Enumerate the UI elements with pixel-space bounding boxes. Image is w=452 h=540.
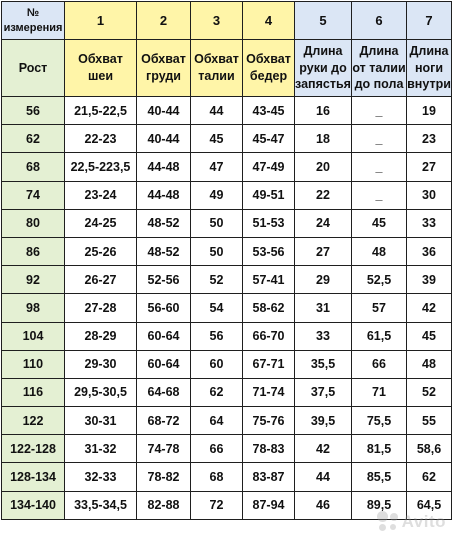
cell-hips: 75-76: [243, 407, 295, 435]
row-height: 128-134: [2, 463, 65, 491]
table-row: [2, 97, 452, 125]
cell-hips: 45-47: [243, 125, 295, 153]
cell-inseam: 19: [407, 97, 452, 125]
cell-chest: 40-44: [137, 97, 191, 125]
cell-arm-length: 44: [295, 463, 352, 491]
table-row: [2, 266, 452, 294]
cell-waist-to-floor: 48: [352, 237, 407, 265]
measure-number-5: 5: [295, 2, 352, 40]
cell-waist: 47: [191, 153, 243, 181]
cell-arm-length: 24: [295, 209, 352, 237]
row-height: 122: [2, 407, 65, 435]
table-row: [2, 181, 452, 209]
cell-neck: 22,5-223,5: [65, 153, 137, 181]
cell-waist: 56: [191, 322, 243, 350]
table-row: [2, 153, 452, 181]
cell-chest: 48-52: [137, 237, 191, 265]
measure-name-neck: Обхват шеи: [65, 40, 137, 97]
row-height: 110: [2, 350, 65, 378]
cell-neck: 24-25: [65, 209, 137, 237]
cell-waist-to-floor: 85,5: [352, 463, 407, 491]
cell-hips: 51-53: [243, 209, 295, 237]
cell-chest: 52-56: [137, 266, 191, 294]
row-height: 134-140: [2, 491, 65, 519]
measure-name-waist: Обхват талии: [191, 40, 243, 97]
size-chart-table: [1, 1, 452, 520]
measure-name-hips: Обхват бедер: [243, 40, 295, 97]
cell-neck: 29-30: [65, 350, 137, 378]
cell-waist: 50: [191, 237, 243, 265]
cell-inseam: 27: [407, 153, 452, 181]
table-row: [2, 209, 452, 237]
cell-neck: 23-24: [65, 181, 137, 209]
cell-arm-length: 35,5: [295, 350, 352, 378]
cell-chest: 56-60: [137, 294, 191, 322]
cell-neck: 22-23: [65, 125, 137, 153]
cell-waist: 49: [191, 181, 243, 209]
cell-chest: 60-64: [137, 350, 191, 378]
table-row: [2, 378, 452, 406]
cell-chest: 40-44: [137, 125, 191, 153]
cell-neck: 25-26: [65, 237, 137, 265]
row-height: 56: [2, 97, 65, 125]
cell-neck: 28-29: [65, 322, 137, 350]
cell-hips: 71-74: [243, 378, 295, 406]
row-height: 92: [2, 266, 65, 294]
cell-waist: 68: [191, 463, 243, 491]
cell-inseam: 62: [407, 463, 452, 491]
cell-chest: 82-88: [137, 491, 191, 519]
cell-waist: 64: [191, 407, 243, 435]
cell-arm-length: 33: [295, 322, 352, 350]
table-row: [2, 294, 452, 322]
cell-inseam: 55: [407, 407, 452, 435]
watermark-text: Avito: [401, 512, 446, 531]
cell-chest: 48-52: [137, 209, 191, 237]
cell-waist: 45: [191, 125, 243, 153]
cell-waist: 60: [191, 350, 243, 378]
measure-number-label: № измерения: [2, 2, 65, 40]
row-height: 86: [2, 237, 65, 265]
cell-waist: 72: [191, 491, 243, 519]
cell-neck: 29,5-30,5: [65, 378, 137, 406]
cell-waist: 54: [191, 294, 243, 322]
row-height: 104: [2, 322, 65, 350]
cell-chest: 44-48: [137, 181, 191, 209]
table-row: [2, 125, 452, 153]
measure-name-chest: Обхват груди: [137, 40, 191, 97]
cell-hips: 58-62: [243, 294, 295, 322]
measure-number-3: 3: [191, 2, 243, 40]
cell-inseam: 52: [407, 378, 452, 406]
measure-name-waist-to-floor: Длина от талии до пола: [352, 40, 407, 97]
cell-inseam: 23: [407, 125, 452, 153]
cell-waist: 52: [191, 266, 243, 294]
cell-waist-to-floor: 57: [352, 294, 407, 322]
cell-waist: 62: [191, 378, 243, 406]
cell-chest: 78-82: [137, 463, 191, 491]
cell-waist-to-floor: _: [352, 125, 407, 153]
row-height: 68: [2, 153, 65, 181]
measure-name-inseam: Длина ноги внутри: [407, 40, 452, 97]
table-row: [2, 491, 452, 519]
cell-arm-length: 16: [295, 97, 352, 125]
cell-arm-length: 22: [295, 181, 352, 209]
cell-inseam: 58,6: [407, 435, 452, 463]
cell-hips: 66-70: [243, 322, 295, 350]
row-height: 62: [2, 125, 65, 153]
cell-waist-to-floor: 52,5: [352, 266, 407, 294]
cell-waist-to-floor: 81,5: [352, 435, 407, 463]
header-name-row: [2, 40, 452, 97]
cell-inseam: 48: [407, 350, 452, 378]
table-row: [2, 350, 452, 378]
cell-hips: 83-87: [243, 463, 295, 491]
cell-arm-length: 31: [295, 294, 352, 322]
cell-neck: 31-32: [65, 435, 137, 463]
table-row: [2, 322, 452, 350]
cell-inseam: 39: [407, 266, 452, 294]
cell-waist: 50: [191, 209, 243, 237]
table-row: [2, 463, 452, 491]
measure-number-4: 4: [243, 2, 295, 40]
cell-waist-to-floor: 61,5: [352, 322, 407, 350]
cell-hips: 57-41: [243, 266, 295, 294]
cell-hips: 87-94: [243, 491, 295, 519]
cell-hips: 47-49: [243, 153, 295, 181]
cell-arm-length: 42: [295, 435, 352, 463]
cell-chest: 44-48: [137, 153, 191, 181]
cell-arm-length: 46: [295, 491, 352, 519]
cell-neck: 26-27: [65, 266, 137, 294]
cell-waist-to-floor: 45: [352, 209, 407, 237]
cell-neck: 27-28: [65, 294, 137, 322]
cell-waist-to-floor: _: [352, 181, 407, 209]
cell-hips: 49-51: [243, 181, 295, 209]
cell-inseam: 30: [407, 181, 452, 209]
row-height: 116: [2, 378, 65, 406]
cell-waist-to-floor: _: [352, 153, 407, 181]
cell-waist: 44: [191, 97, 243, 125]
cell-arm-length: 37,5: [295, 378, 352, 406]
cell-neck: 21,5-22,5: [65, 97, 137, 125]
cell-waist-to-floor: 71: [352, 378, 407, 406]
measure-number-1: 1: [65, 2, 137, 40]
table-row: [2, 407, 452, 435]
cell-inseam: 64,5: [407, 491, 452, 519]
cell-arm-length: 27: [295, 237, 352, 265]
cell-chest: 60-64: [137, 322, 191, 350]
cell-hips: 67-71: [243, 350, 295, 378]
cell-inseam: 45: [407, 322, 452, 350]
measure-number-7: 7: [407, 2, 452, 40]
row-height: 98: [2, 294, 65, 322]
cell-hips: 43-45: [243, 97, 295, 125]
cell-hips: 53-56: [243, 237, 295, 265]
cell-waist-to-floor: _: [352, 97, 407, 125]
cell-waist-to-floor: 66: [352, 350, 407, 378]
header-number-row: [2, 2, 452, 40]
measure-name-arm-length: Длина руки до запястья: [295, 40, 352, 97]
cell-hips: 78-83: [243, 435, 295, 463]
cell-inseam: 33: [407, 209, 452, 237]
cell-arm-length: 18: [295, 125, 352, 153]
cell-neck: 30-31: [65, 407, 137, 435]
cell-chest: 74-78: [137, 435, 191, 463]
table-row: [2, 237, 452, 265]
cell-waist: 66: [191, 435, 243, 463]
cell-arm-length: 39,5: [295, 407, 352, 435]
cell-chest: 64-68: [137, 378, 191, 406]
cell-neck: 33,5-34,5: [65, 491, 137, 519]
cell-arm-length: 20: [295, 153, 352, 181]
cell-chest: 68-72: [137, 407, 191, 435]
measure-number-6: 6: [352, 2, 407, 40]
table-row: [2, 435, 452, 463]
cell-inseam: 36: [407, 237, 452, 265]
measure-number-2: 2: [137, 2, 191, 40]
row-height: 80: [2, 209, 65, 237]
cell-waist-to-floor: 75,5: [352, 407, 407, 435]
cell-inseam: 42: [407, 294, 452, 322]
row-height: 74: [2, 181, 65, 209]
cell-neck: 32-33: [65, 463, 137, 491]
cell-arm-length: 29: [295, 266, 352, 294]
height-label: Рост: [2, 40, 65, 97]
row-height: 122-128: [2, 435, 65, 463]
cell-waist-to-floor: 89,5: [352, 491, 407, 519]
